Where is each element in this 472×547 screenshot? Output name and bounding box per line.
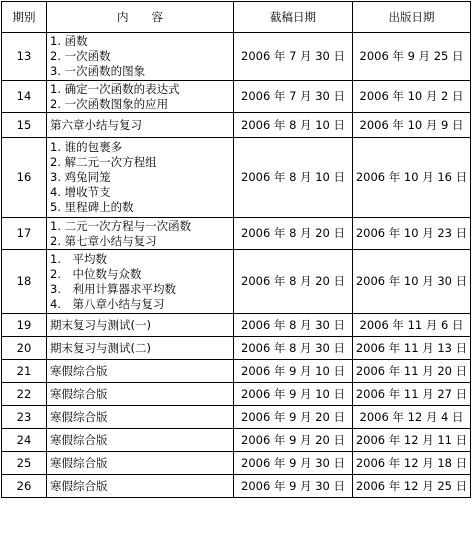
publish-cell: 2006 年 9 月 25 日 xyxy=(353,33,471,81)
publish-cell: 2006 年 10 月 9 日 xyxy=(353,113,471,138)
content-cell xyxy=(47,314,234,337)
publish-cell: 2006 年 11 月 20 日 xyxy=(353,360,471,383)
content-item: 4. 第八章小结与复习 xyxy=(50,296,165,311)
content-item: 寒假综合版 xyxy=(50,409,108,424)
header-content: 内 容 xyxy=(47,2,234,33)
table-row xyxy=(2,383,471,406)
schedule-table xyxy=(1,1,471,498)
deadline-cell: 2006 年 8 月 20 日 xyxy=(234,250,353,314)
deadline-cell: 2006 年 7 月 30 日 xyxy=(234,33,353,81)
deadline-cell: 2006 年 9 月 30 日 xyxy=(234,452,353,475)
publish-cell: 2006 年 10 月 16 日 xyxy=(353,138,471,218)
publish-cell: 2006 年 10 月 23 日 xyxy=(353,218,471,250)
publish-cell: 2006 年 10 月 2 日 xyxy=(353,81,471,113)
content-cell xyxy=(47,33,234,81)
deadline-cell: 2006 年 7 月 30 日 xyxy=(234,81,353,113)
content-item: 4. 增收节支 xyxy=(50,185,111,199)
publish-cell: 2006 年 12 月 18 日 xyxy=(353,452,471,475)
issue-cell: 21 xyxy=(2,360,47,383)
content-item: 第六章小结与复习 xyxy=(50,117,142,132)
content-cell xyxy=(47,113,234,138)
content-item: 1. 函数 xyxy=(50,34,88,48)
content-item: 2. 第七章小结与复习 xyxy=(50,233,157,248)
deadline-cell: 2006 年 9 月 20 日 xyxy=(234,429,353,452)
content-item: 2. 解二元一次方程组 xyxy=(50,155,157,169)
publish-cell: 2006 年 11 月 27 日 xyxy=(353,383,471,406)
table-row xyxy=(2,218,471,250)
table-row xyxy=(2,452,471,475)
content-item: 1. 平均数 xyxy=(50,251,107,266)
content-cell xyxy=(47,360,234,383)
issue-cell: 26 xyxy=(2,475,47,498)
table-row xyxy=(2,429,471,452)
content-item: 寒假综合版 xyxy=(50,432,108,447)
issue-cell: 20 xyxy=(2,337,47,360)
content-item: 1. 二元一次方程与一次函数 xyxy=(50,218,192,233)
issue-cell: 23 xyxy=(2,406,47,429)
content-cell xyxy=(47,138,234,218)
table-row xyxy=(2,314,471,337)
table-row xyxy=(2,81,471,113)
content-item: 寒假综合版 xyxy=(50,478,108,493)
content-cell xyxy=(47,429,234,452)
deadline-cell: 2006 年 9 月 10 日 xyxy=(234,360,353,383)
content-item: 3. 鸡兔同笼 xyxy=(50,170,111,184)
header-publish: 出版日期 xyxy=(353,2,471,33)
schedule-body xyxy=(2,33,471,498)
header-issue: 期别 xyxy=(2,2,47,33)
content-item: 2. 一次函数 xyxy=(50,49,111,63)
content-cell xyxy=(47,475,234,498)
issue-cell: 17 xyxy=(2,218,47,250)
publish-cell: 2006 年 11 月 6 日 xyxy=(353,314,471,337)
content-item: 寒假综合版 xyxy=(50,455,108,470)
publish-cell: 2006 年 12 月 11 日 xyxy=(353,429,471,452)
table-row xyxy=(2,337,471,360)
table-row xyxy=(2,138,471,218)
issue-cell: 13 xyxy=(2,33,47,81)
issue-cell: 18 xyxy=(2,250,47,314)
publish-cell: 2006 年 12 月 25 日 xyxy=(353,475,471,498)
issue-cell: 22 xyxy=(2,383,47,406)
deadline-cell: 2006 年 9 月 20 日 xyxy=(234,406,353,429)
content-cell xyxy=(47,218,234,250)
deadline-cell: 2006 年 8 月 10 日 xyxy=(234,113,353,138)
header-row xyxy=(2,2,471,33)
header-deadline: 截稿日期 xyxy=(234,2,353,33)
publish-cell: 2006 年 12 月 4 日 xyxy=(353,406,471,429)
deadline-cell: 2006 年 9 月 30 日 xyxy=(234,475,353,498)
issue-cell: 16 xyxy=(2,138,47,218)
content-cell xyxy=(47,337,234,360)
content-cell xyxy=(47,383,234,406)
content-cell xyxy=(47,406,234,429)
content-item: 期末复习与测试(二) xyxy=(50,340,151,355)
issue-cell: 19 xyxy=(2,314,47,337)
content-item: 寒假综合版 xyxy=(50,363,108,378)
content-item: 2. 一次函数图象的应用 xyxy=(50,96,169,111)
deadline-cell: 2006 年 8 月 10 日 xyxy=(234,138,353,218)
issue-cell: 24 xyxy=(2,429,47,452)
table-row xyxy=(2,113,471,138)
content-cell xyxy=(47,452,234,475)
content-cell xyxy=(47,81,234,113)
content-cell xyxy=(47,250,234,314)
content-item: 2. 中位数与众数 xyxy=(50,266,142,281)
table-row xyxy=(2,360,471,383)
deadline-cell: 2006 年 8 月 20 日 xyxy=(234,218,353,250)
issue-cell: 14 xyxy=(2,81,47,113)
table-row xyxy=(2,406,471,429)
table-row xyxy=(2,475,471,498)
content-item: 期末复习与测试(一) xyxy=(50,317,151,332)
issue-cell: 25 xyxy=(2,452,47,475)
table-row xyxy=(2,250,471,314)
content-item: 3. 一次函数的图象 xyxy=(50,64,146,78)
table-row xyxy=(2,33,471,81)
deadline-cell: 2006 年 8 月 30 日 xyxy=(234,314,353,337)
issue-cell: 15 xyxy=(2,113,47,138)
publish-cell: 2006 年 10 月 30 日 xyxy=(353,250,471,314)
deadline-cell: 2006 年 9 月 10 日 xyxy=(234,383,353,406)
content-item: 3. 利用计算器求平均数 xyxy=(50,281,176,296)
deadline-cell: 2006 年 8 月 30 日 xyxy=(234,337,353,360)
content-item: 1. 谁的包裹多 xyxy=(50,140,123,154)
publish-cell: 2006 年 11 月 13 日 xyxy=(353,337,471,360)
content-item: 寒假综合版 xyxy=(50,386,108,401)
content-item: 1. 确定一次函数的表达式 xyxy=(50,81,180,96)
content-item: 5. 里程碑上的数 xyxy=(50,200,134,214)
